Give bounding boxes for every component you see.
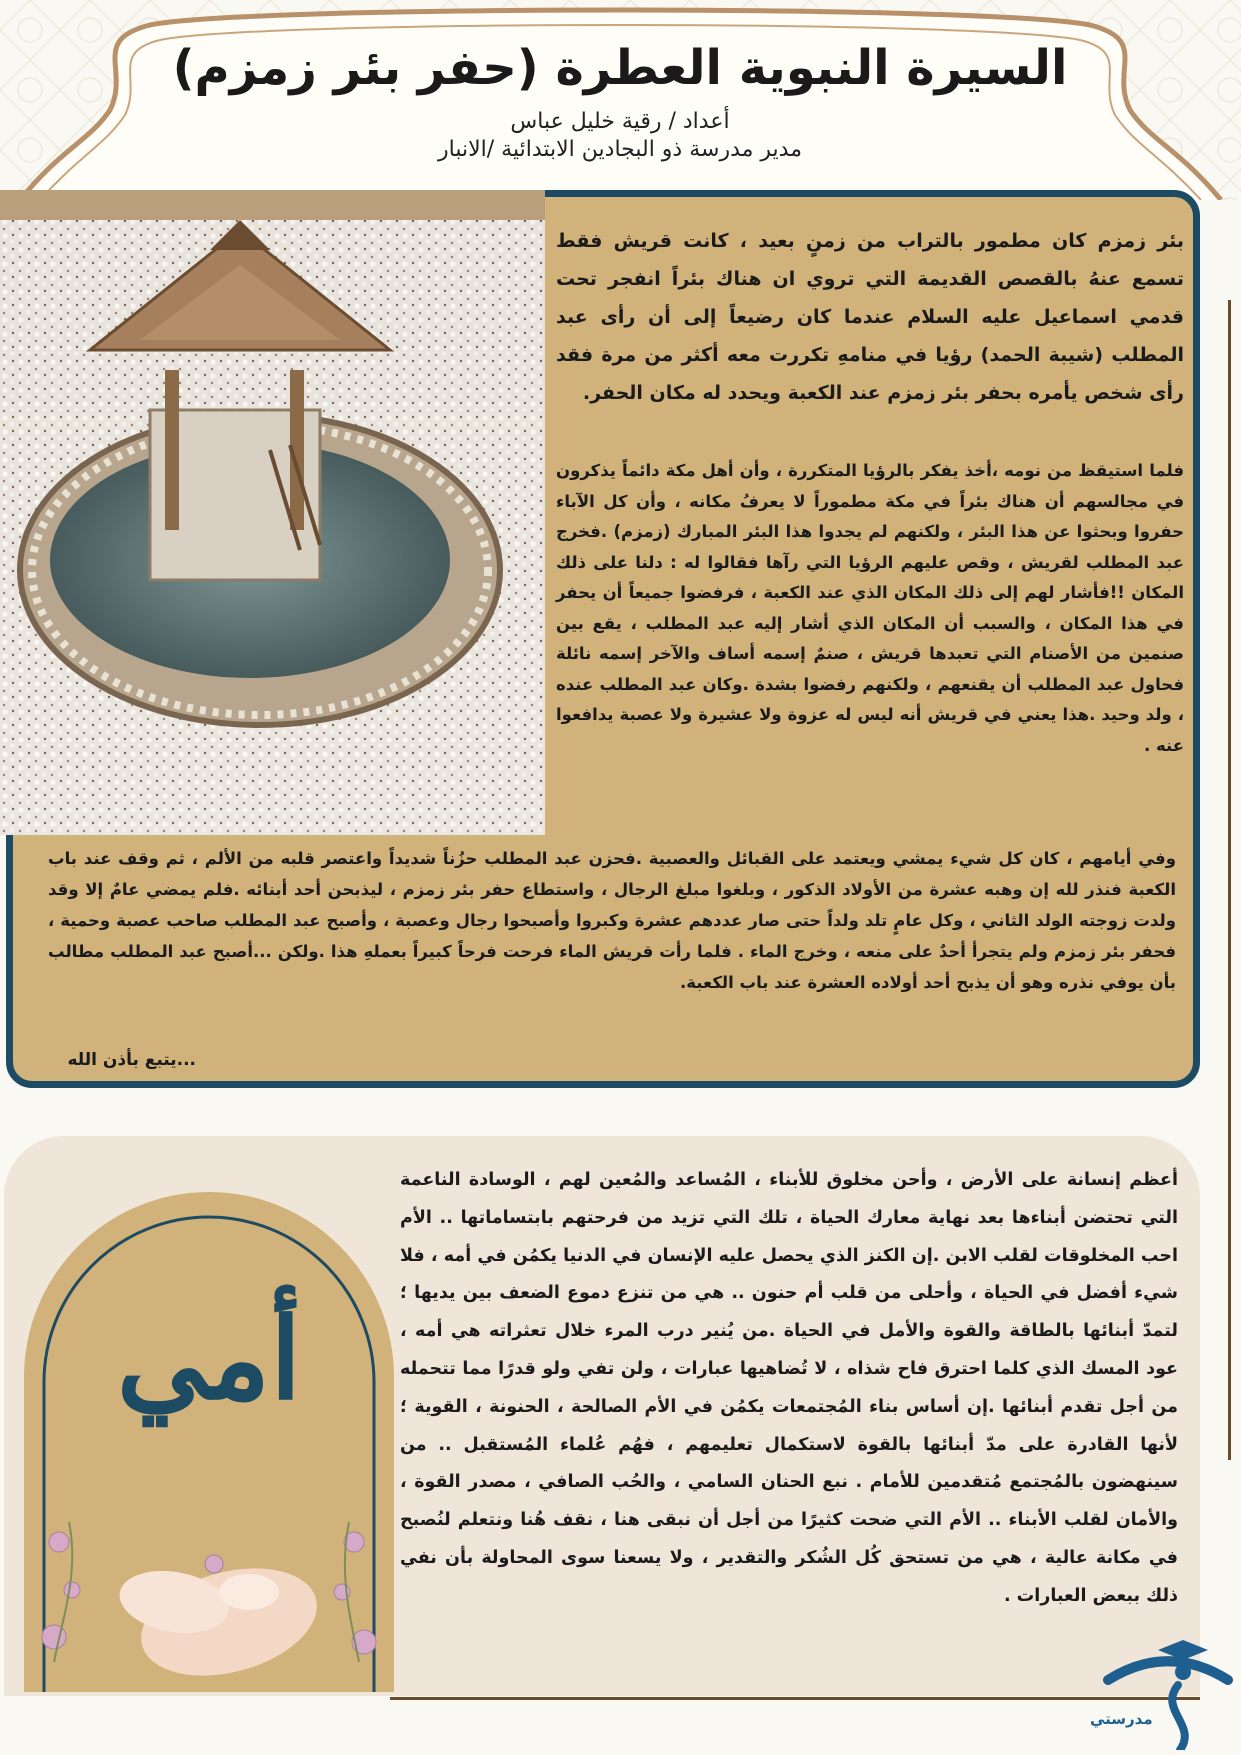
zamzam-well-photo: [0, 190, 545, 835]
decorative-horizontal-line: [390, 1697, 1200, 1700]
madrasati-logo-icon: [1088, 1640, 1238, 1750]
article-paragraph-1: بئر زمزم كان مطمور بالتراب من زمنٍ بعيد ، كانت قريش فقط تسمع عنهُ بالقصص القديمة التي تروي ان هناك بئراً انفجر تحت قدمي اسماعيل عليه السلام عندما كان رضيعاً إلى أن رأى عبد المطلب (شيبة الحمد) رؤيا في منامهِ تكررت معه أكثر من مرة فقد رأى شخص يأمره بحفر بئر زمزم عند الكعبة ويحدد له مكان الحفر.: [556, 230, 1184, 404]
author-block: [240, 108, 1000, 164]
page-title: السيرة النبوية العطرة (حفر بئر زمزم): [172, 40, 1068, 96]
mother-paragraph: أعظم إنسانة على الأرض ، وأحن مخلوق للأبناء ، المُساعد والمُعين لهم ، الوسادة الناعمة التي تحتضن أبناءها بعد نهاية معارك الحياة ، تلك التي تزيد من فرحتهم بابتساماتها .. الأم احب المخلوقات لقلب الابن .إن الكنز الذي يحصل عليه الإنسان في الدنيا يكمُن في أمه ، فلا شيء أفضل في الحياة ، وأحلى من قلب أم حنون .. هي من تنزع دموع الضعف بين يديها ؛ لتمدّ أبنائها بالطاقة والقوة والأمل في الحياة .من يُنير درب المرء خلال تعثراته هي أمه ، عود المسك الذي كلما احترق فاح شذاه ، لا تُضاهيها عبارات ، ولن تفي ولو قدرًا مما تتحمله من أجل تقدم أبنائها .إن أساس بناء المُجتمعات يكمُن في الأم الصالحة ، الحنونة ، القوية ؛ لأنها القادرة على مدّ أبنائها بالقوة لاستكمال تعليمهم ، فهُم عُلماء المُستقبل .. من سينهضون بالمُجتمع مُتقدمين للأمام . نبع الحنان السامي ، والحُب الصافي ، مصدر القوة ، والأمان لقلب الأبناء .. الأم التي ضحت كثيرًا من أجل أن نبقى هنا ، نقف هُنا ونتعلم لنُصبح في مكانة عالية ، هي من تستحق كُل الشُكر والتقدير ، ولا يسعنا سوى المحاولة بأن نفي ذلك ببعض العبارات .: [400, 1170, 1178, 1606]
mother-heading: أمي: [116, 1294, 302, 1425]
author-role: مدير مدرسة ذو البجادين الابتدائية /الانبار: [438, 137, 802, 162]
article-paragraph-2: فلما استيقظ من نومه ،أخذ يفكر بالرؤيا المتكررة ، وأن أهل مكة دائماً يذكرون في مجالسهم أن هناك بئراً في مكة مطموراً لا يعرفُ مكانه ، وأن كل الآباء حفروا وبحثوا عن هذا البئر ، ولكنهم لم يجدوا هذا البئر المبارك (زمزم) .فخرج عبد المطلب لقريش ، وقص عليهم الرؤيا التي رآها فقالوا له : دلنا على ذلك المكان !!فأشار لهم إلى ذلك المكان الذي عند الكعبة ، فرفضوا جميعاً أن يحفر في هذا المكان ، والسبب أن المكان الذي أشار إليه عبد المطلب ، يقع بين صنمين من الأصنام التي تعبدها قريش ، صنمٌ إسمه أساف والآخر إسمه نائلة فحاول عبد المطلب أن يقنعهم ، ولكنهم رفضوا بشدة .وكان عبد المطلب عنده ، ولد وحيد .هذا يعني في قريش أنه ليس له عزوة ولا عشيرة ولا عصبة يدافعوا عنه .: [556, 461, 1184, 755]
madrasati-logo-text: مدرستي: [1090, 1710, 1153, 1728]
to-be-continued-text: ...يتبع بأذن الله: [67, 1050, 196, 1070]
decorative-vertical-line: [1228, 300, 1231, 1460]
mother-arch-panel: [24, 1192, 394, 1692]
author-name: أعداد / رقية خليل عباس: [510, 109, 730, 134]
header-arch-frame: [0, 0, 1241, 200]
article-paragraph-3: وفي أيامهم ، كان كل شيء يمشي ويعتمد على القبائل والعصبية .فحزن عبد المطلب حزُناً شديداً واعتصر قلبه من الألم ، ثم وقف عند باب الكعبة فنذر لله إن وهبه عشرة من الأولاد الذكور ، وبلغوا مبلغ الرجال ، واستطاع حفر بئر زمزم ، ليذبحن أحد أبنائه .فلم يمضي عامٌ إلا وقد ولدت زوجته الولد الثاني ، وكل عامٍ تلد ولداً حتى صار عددهم عشرة وكبروا وأصبحوا رجال وعصبة ، وأصبح عبد المطلب صاحب عصبة وحمية ، فحفر بئر زمزم ولم يتجرأ أحدٌ على منعه ، وخرج الماء . فلما رأت قريش الماء فرحت فرحاً كبيراً بعملهِ هذا .ولكن ...أصبح عبد المطلب مطالب بأن يوفي نذره وهو أن يذبح أحد أولاده العشرة عند باب الكعبة.: [48, 849, 1176, 992]
